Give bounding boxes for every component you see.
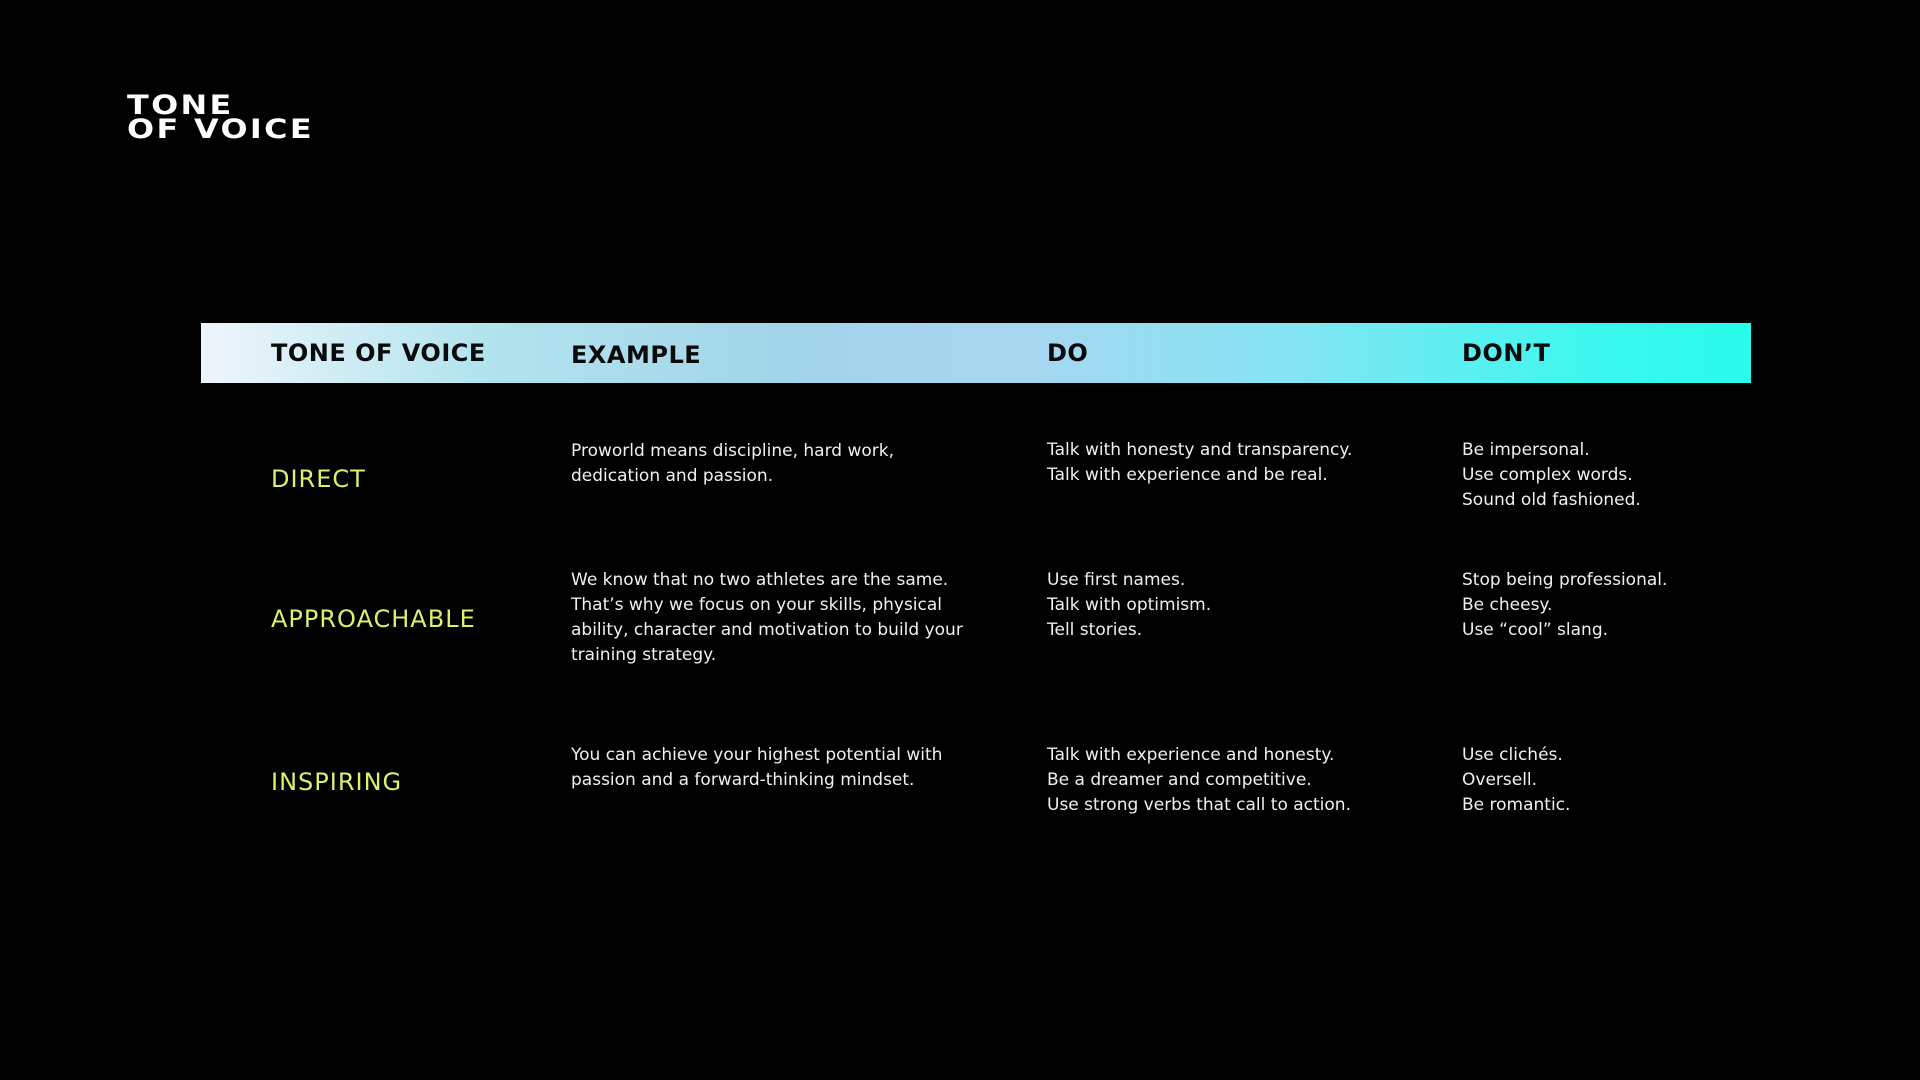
header-do: DO [1047,339,1089,367]
tone-label: APPROACHABLE [271,605,476,633]
logo [127,90,315,145]
example-text: Proworld means discipline, hard work, dedication and passion. [571,441,894,486]
dont-text: Be impersonal. Use complex words. Sound old fashioned. [1462,440,1641,510]
example-text: You can achieve your highest potential with passion and a forward-thinking mindset. [571,745,943,790]
dont-text: Stop being professional. Be cheesy. Use “cool” slang. [1462,570,1668,640]
table-header [201,323,1751,383]
header-example: EXAMPLE [571,341,702,369]
header-tone-of-voice: TONE OF VOICE [271,339,486,367]
logo-line-2: OF VOICE [127,114,315,145]
do-text: Talk with honesty and transparency. Talk with experience and be real. [1047,440,1353,485]
do-text: Talk with experience and honesty. Be a dreamer and competitive. Use strong verbs that call to action. [1047,745,1351,815]
do-text: Use first names. Talk with optimism. Tell stories. [1047,570,1212,640]
tone-label: DIRECT [271,465,366,493]
header-dont: DON’T [1462,339,1551,367]
example-text: We know that no two athletes are the same. That’s why we focus on your skills, physical ability, character and motivation to build your training strategy. [571,570,963,665]
tone-label: INSPIRING [271,768,403,796]
logo-line-1: TONE [127,90,234,121]
dont-text: Use clichés. Oversell. Be romantic. [1462,745,1571,815]
